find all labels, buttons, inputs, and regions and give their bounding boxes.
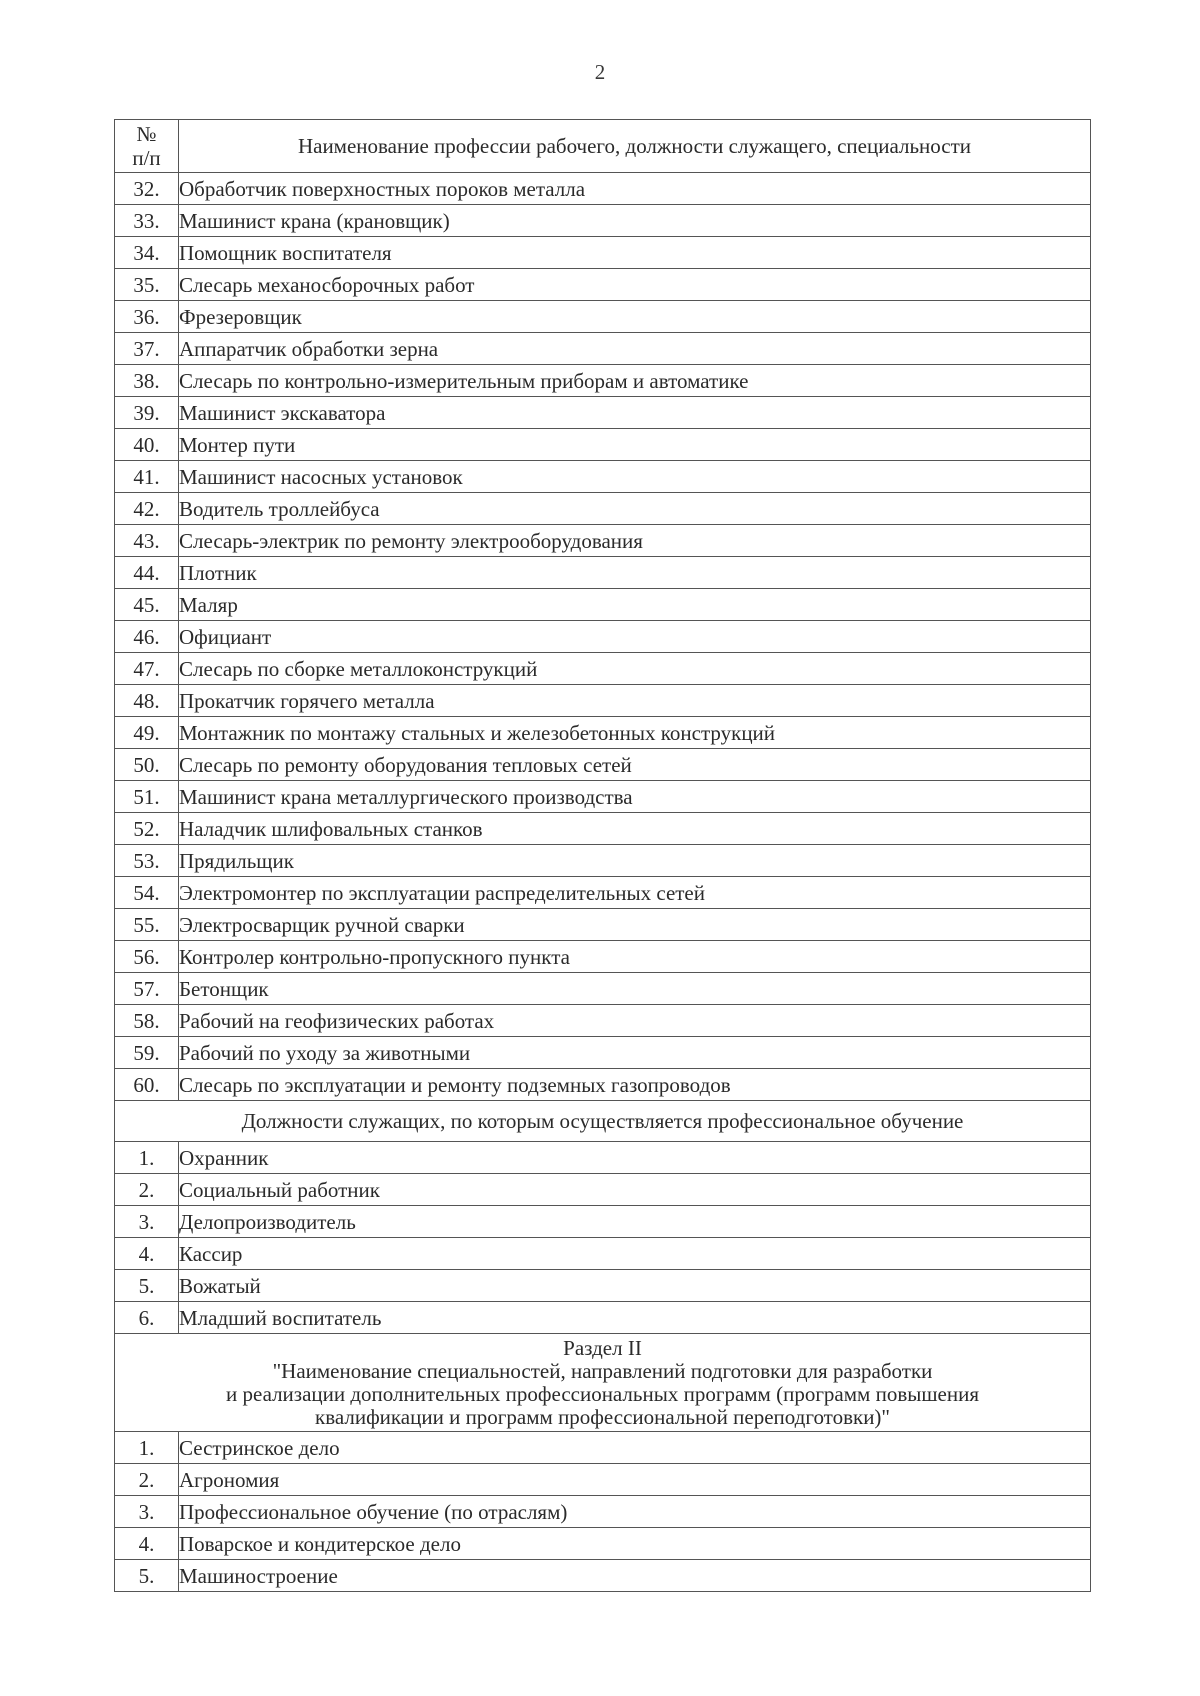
row-number: 37. xyxy=(115,333,179,365)
row-name: Машинист насосных установок xyxy=(179,461,1091,493)
row-number: 43. xyxy=(115,525,179,557)
profession-row xyxy=(115,973,1091,1005)
row-name: Официант xyxy=(179,621,1091,653)
employee-position-row xyxy=(115,1238,1091,1270)
employee-position-row xyxy=(115,1270,1091,1302)
row-number: 57. xyxy=(115,973,179,1005)
row-name: Слесарь по ремонту оборудования тепловых сетей xyxy=(179,749,1091,781)
row-number: 33. xyxy=(115,205,179,237)
row-name: Плотник xyxy=(179,557,1091,589)
section-2-description-line: квалификации и программ профессиональной переподготовки)" xyxy=(315,1404,890,1429)
row-name: Вожатый xyxy=(179,1270,1091,1302)
row-name: Электросварщик ручной сварки xyxy=(179,909,1091,941)
row-number: 48. xyxy=(115,685,179,717)
profession-row xyxy=(115,909,1091,941)
profession-row xyxy=(115,237,1091,269)
row-number: 56. xyxy=(115,941,179,973)
profession-row xyxy=(115,493,1091,525)
profession-row xyxy=(115,1069,1091,1101)
profession-row xyxy=(115,941,1091,973)
profession-row xyxy=(115,685,1091,717)
section-2-description-line: и реализации дополнительных профессиональных программ (программ повышения xyxy=(226,1381,979,1406)
row-number: 60. xyxy=(115,1069,179,1101)
row-name: Слесарь по контрольно-измерительным приборам и автоматике xyxy=(179,365,1091,397)
row-name: Социальный работник xyxy=(179,1174,1091,1206)
row-number: 59. xyxy=(115,1037,179,1069)
profession-row xyxy=(115,589,1091,621)
profession-row xyxy=(115,813,1091,845)
row-name: Слесарь по сборке металлоконструкций xyxy=(179,653,1091,685)
professions-table-body xyxy=(115,120,1091,1592)
employee-position-row xyxy=(115,1206,1091,1238)
profession-row xyxy=(115,653,1091,685)
row-number: 4. xyxy=(115,1238,179,1270)
number-column-header xyxy=(115,120,179,173)
row-name: Поварское и кондитерское дело xyxy=(179,1528,1091,1560)
page-number: 2 xyxy=(594,60,606,84)
row-name: Прядильщик xyxy=(179,845,1091,877)
row-number: 1. xyxy=(115,1432,179,1464)
profession-row xyxy=(115,461,1091,493)
row-name: Маляр xyxy=(179,589,1091,621)
row-name: Слесарь по эксплуатации и ремонту подземных газопроводов xyxy=(179,1069,1091,1101)
specialty-row xyxy=(115,1496,1091,1528)
profession-row xyxy=(115,749,1091,781)
row-number: 41. xyxy=(115,461,179,493)
row-number: 50. xyxy=(115,749,179,781)
row-name: Слесарь механосборочных работ xyxy=(179,269,1091,301)
profession-row xyxy=(115,1037,1091,1069)
row-number: 44. xyxy=(115,557,179,589)
row-name: Рабочий на геофизических работах xyxy=(179,1005,1091,1037)
employee-position-row xyxy=(115,1302,1091,1334)
row-number: 51. xyxy=(115,781,179,813)
row-number: 47. xyxy=(115,653,179,685)
profession-row xyxy=(115,1005,1091,1037)
row-number: 54. xyxy=(115,877,179,909)
row-number: 40. xyxy=(115,429,179,461)
row-name: Прокатчик горячего металла xyxy=(179,685,1091,717)
row-number: 3. xyxy=(115,1496,179,1528)
row-name: Рабочий по уходу за животными xyxy=(179,1037,1091,1069)
row-name: Машинист крана металлургического производства xyxy=(179,781,1091,813)
row-name: Кассир xyxy=(179,1238,1091,1270)
profession-row xyxy=(115,845,1091,877)
row-number: 6. xyxy=(115,1302,179,1334)
row-name: Охранник xyxy=(179,1142,1091,1174)
row-name: Обработчик поверхностных пороков металла xyxy=(179,173,1091,205)
professions-table xyxy=(114,119,1091,1592)
row-name: Наладчик шлифовальных станков xyxy=(179,813,1091,845)
row-number: 55. xyxy=(115,909,179,941)
profession-row xyxy=(115,269,1091,301)
row-number: 2. xyxy=(115,1464,179,1496)
profession-row xyxy=(115,621,1091,653)
specialty-row xyxy=(115,1560,1091,1592)
row-name: Помощник воспитателя xyxy=(179,237,1091,269)
profession-row xyxy=(115,173,1091,205)
row-number: 35. xyxy=(115,269,179,301)
row-name: Слесарь-электрик по ремонту электрооборудования xyxy=(179,525,1091,557)
row-number: 39. xyxy=(115,397,179,429)
employees-heading-row xyxy=(115,1101,1091,1142)
row-number: 53. xyxy=(115,845,179,877)
row-number: 49. xyxy=(115,717,179,749)
row-number: 58. xyxy=(115,1005,179,1037)
row-name: Машинист крана (крановщик) xyxy=(179,205,1091,237)
row-number: 32. xyxy=(115,173,179,205)
specialty-row xyxy=(115,1464,1091,1496)
row-number: 5. xyxy=(115,1560,179,1592)
profession-row xyxy=(115,429,1091,461)
profession-row xyxy=(115,333,1091,365)
row-name: Профессиональное обучение (по отраслям) xyxy=(179,1496,1091,1528)
specialty-row xyxy=(115,1528,1091,1560)
row-name: Контролер контрольно-пропускного пункта xyxy=(179,941,1091,973)
row-name: Машиностроение xyxy=(179,1560,1091,1592)
row-number: 52. xyxy=(115,813,179,845)
profession-row xyxy=(115,397,1091,429)
row-number: 34. xyxy=(115,237,179,269)
employee-position-row xyxy=(115,1174,1091,1206)
profession-row xyxy=(115,781,1091,813)
row-number: 38. xyxy=(115,365,179,397)
section-2-heading xyxy=(115,1334,1091,1432)
name-column-header: Наименование профессии рабочего, должности служащего, специальности xyxy=(179,120,1091,173)
section-2-title: Раздел II xyxy=(563,1335,642,1360)
number-sub-label: п/п xyxy=(132,146,161,170)
row-name: Водитель троллейбуса xyxy=(179,493,1091,525)
section-2-description-line: "Наименование специальностей, направлений подготовки для разработки xyxy=(272,1358,933,1383)
row-number: 36. xyxy=(115,301,179,333)
row-number: 46. xyxy=(115,621,179,653)
row-number: 5. xyxy=(115,1270,179,1302)
row-number: 45. xyxy=(115,589,179,621)
profession-row xyxy=(115,525,1091,557)
employees-heading: Должности служащих, по которым осуществляется профессиональное обучение xyxy=(115,1101,1091,1142)
specialty-row xyxy=(115,1432,1091,1464)
table-header-row xyxy=(115,120,1091,173)
row-number: 2. xyxy=(115,1174,179,1206)
profession-row xyxy=(115,205,1091,237)
row-number: 42. xyxy=(115,493,179,525)
section-2-heading-row xyxy=(115,1334,1091,1432)
row-name: Младший воспитатель xyxy=(179,1302,1091,1334)
profession-row xyxy=(115,557,1091,589)
profession-row xyxy=(115,717,1091,749)
row-number: 4. xyxy=(115,1528,179,1560)
employee-position-row xyxy=(115,1142,1091,1174)
row-number: 3. xyxy=(115,1206,179,1238)
profession-row xyxy=(115,365,1091,397)
row-number: 1. xyxy=(115,1142,179,1174)
row-name: Электромонтер по эксплуатации распределительных сетей xyxy=(179,877,1091,909)
row-name: Сестринское дело xyxy=(179,1432,1091,1464)
row-name: Агрономия xyxy=(179,1464,1091,1496)
row-name: Делопроизводитель xyxy=(179,1206,1091,1238)
row-name: Бетонщик xyxy=(179,973,1091,1005)
row-name: Монтажник по монтажу стальных и железобетонных конструкций xyxy=(179,717,1091,749)
profession-row xyxy=(115,877,1091,909)
row-name: Монтер пути xyxy=(179,429,1091,461)
row-name: Фрезеровщик xyxy=(179,301,1091,333)
profession-row xyxy=(115,301,1091,333)
row-name: Аппаратчик обработки зерна xyxy=(179,333,1091,365)
row-name: Машинист экскаватора xyxy=(179,397,1091,429)
number-sign: № xyxy=(136,122,157,146)
